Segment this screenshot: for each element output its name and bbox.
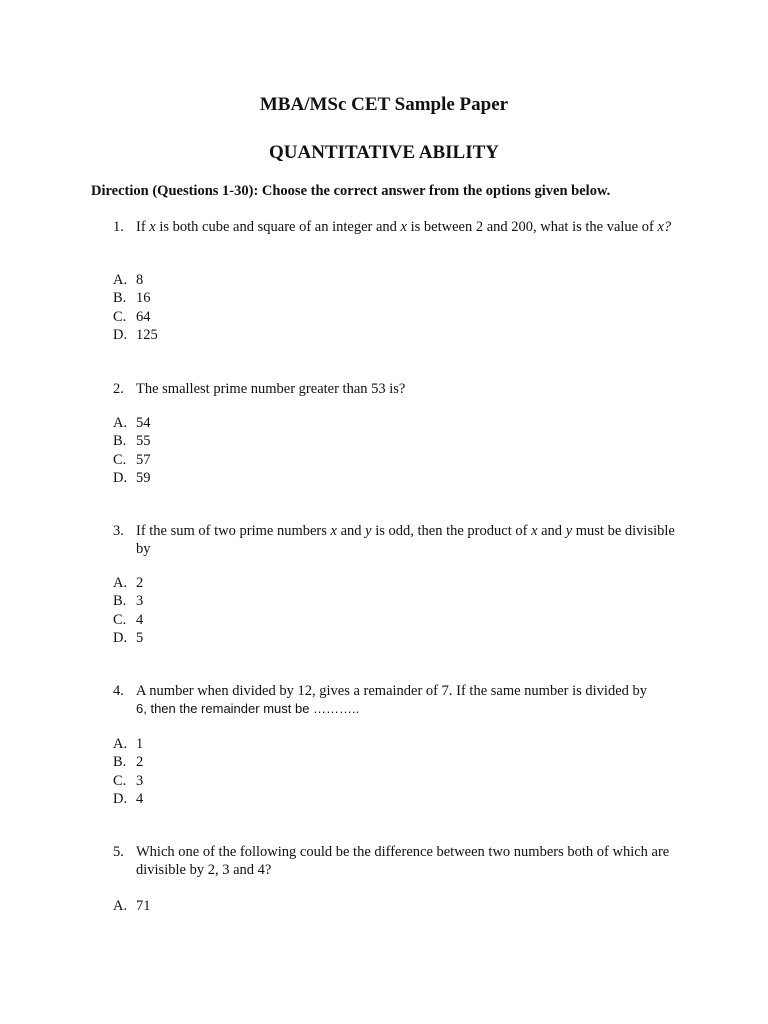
option-b: B. 3 (113, 593, 144, 610)
option-a: A. 2 (113, 575, 144, 591)
question-3 (113, 522, 683, 558)
question-number: 1. (113, 219, 124, 235)
section-title: QUANTITATIVE ABILITY (269, 142, 499, 163)
option-d: D. 4 (113, 790, 144, 807)
option-a: A. 8 (113, 272, 144, 288)
option-d: D. 125 (113, 326, 158, 343)
option-b: B. 2 (113, 754, 144, 771)
question-text: Which one of the following could be the difference between two numbers both of which are divisible by 2, 3 and 4? (136, 844, 670, 878)
option-a: A. 1 (113, 736, 144, 752)
question-number: 2. (113, 381, 124, 397)
paper-title: MBA/MSc CET Sample Paper (259, 94, 509, 115)
options-list-2 (113, 414, 151, 487)
question-4 (113, 682, 683, 718)
question-number: 4. (113, 683, 124, 699)
direction-text: Direction (Questions 1-30): Choose the correct answer from the options given below. (91, 183, 611, 199)
option-c: C. 3 (113, 772, 144, 789)
option-a: A. 54 (113, 415, 151, 431)
option-c: C. 64 (113, 308, 151, 325)
option-d: D. 59 (113, 469, 151, 486)
question-2 (113, 380, 683, 398)
option-d: D. 5 (113, 629, 144, 646)
options-list-1 (113, 271, 158, 344)
question-text: If x is both cube and square of an integer and x is between 2 and 200, what is the value of x? (136, 219, 672, 235)
option-a: A. 71 (113, 898, 151, 914)
question-5 (113, 843, 683, 879)
option-b: B. 16 (113, 290, 151, 307)
option-c: C. 4 (113, 611, 144, 628)
question-text: The smallest prime number greater than 53 is? (136, 381, 406, 397)
options-list-3 (113, 574, 143, 647)
options-list-5 (113, 897, 151, 915)
option-b: B. 55 (113, 433, 151, 450)
question-number: 3. (113, 523, 124, 539)
question-text: If the sum of two prime numbers x and y is odd, then the product of x and y must be divisible by (136, 523, 675, 557)
question-number: 5. (113, 844, 124, 860)
question-text: A number when divided by 12, gives a remainder of 7. If the same number is divided by 6, then the remainder must be ……….. (136, 683, 648, 716)
question-1 (113, 218, 683, 236)
option-c: C. 57 (113, 451, 151, 468)
options-list-4 (113, 735, 143, 808)
